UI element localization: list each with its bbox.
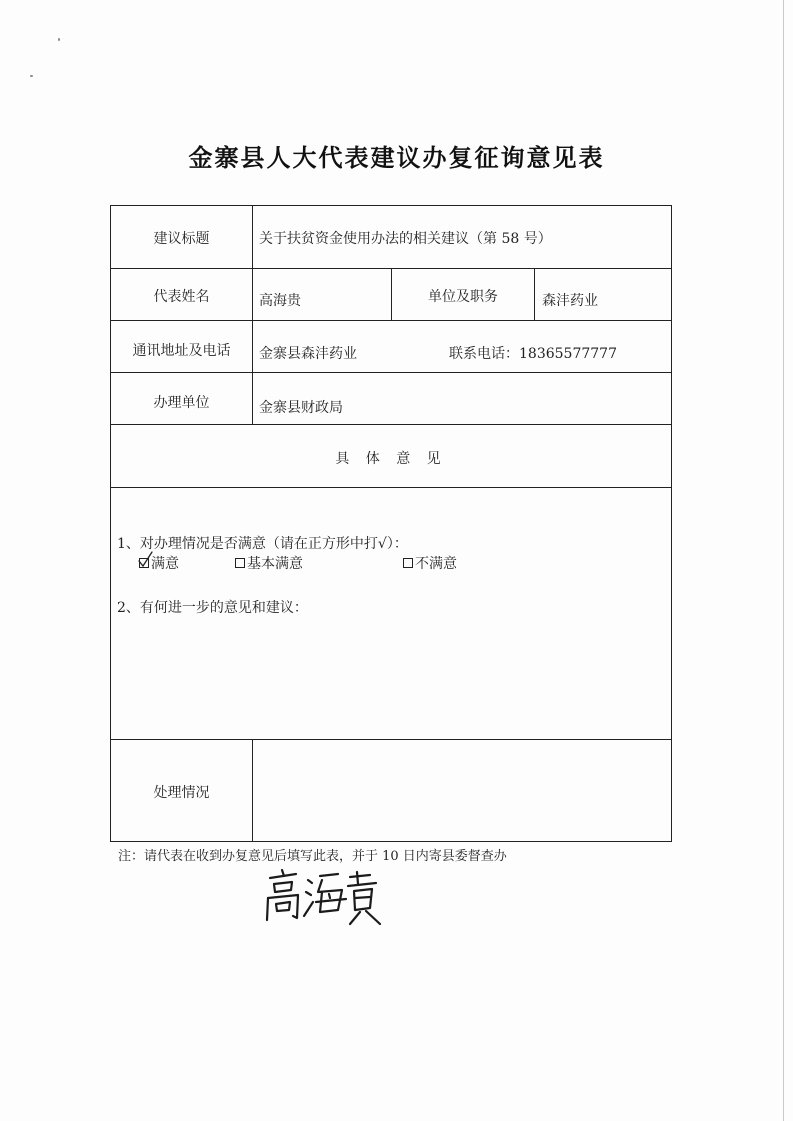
col-divider: [534, 268, 535, 320]
handling-unit-value: 金寨县财政局: [259, 400, 343, 416]
col-divider: [252, 206, 253, 424]
footer-note: 注：请代表在收到办复意见后填写此表，并于 10 日内寄县委督查办: [118, 849, 507, 864]
handling-unit-label: 办理单位: [153, 395, 210, 411]
scan-speck: [30, 75, 33, 77]
phone-value: 联系电话：18365577777: [449, 346, 617, 362]
checkbox-unsatisfied[interactable]: [403, 558, 413, 568]
row-divider: [111, 372, 671, 373]
option-unsatisfied-label: 不满意: [415, 556, 457, 572]
checkmark-icon: [138, 551, 154, 569]
row-divider: [111, 424, 671, 425]
question-further-suggestions: 2、有何进一步的意见和建议：: [117, 600, 308, 616]
processing-status-label: 处理情况: [153, 785, 210, 801]
representative-name-label: 代表姓名: [153, 289, 210, 305]
option-unsatisfied[interactable]: [403, 553, 457, 573]
suggestion-title-label: 建议标题: [153, 231, 210, 247]
representative-name-value: 高海贵: [259, 293, 301, 309]
row-divider: [111, 320, 671, 321]
unit-position-label: 单位及职务: [428, 289, 498, 305]
checkbox-basically-satisfied[interactable]: [235, 558, 245, 568]
row-divider: [111, 739, 671, 740]
option-satisfied-label: 满意: [151, 556, 179, 572]
form-table: [110, 205, 672, 842]
address-phone-label: 通讯地址及电话: [132, 343, 231, 359]
option-satisfied[interactable]: [139, 553, 179, 573]
checkbox-satisfied[interactable]: [139, 558, 149, 568]
document-title: 金寨县人大代表建议办复征询意见表: [188, 144, 605, 172]
unit-position-value: 森沣药业: [542, 293, 598, 309]
suggestion-title-value: 关于扶贫资金使用办法的相关建议（第 58 号）: [259, 231, 552, 247]
option-basically-satisfied-label: 基本满意: [247, 556, 303, 572]
option-basically-satisfied[interactable]: [235, 553, 303, 573]
handwritten-signature: [262, 868, 387, 930]
address-value: 金寨县森沣药业: [259, 346, 357, 362]
specific-opinion-heading: 具 体 意 见: [335, 451, 447, 467]
row-divider: [111, 487, 671, 488]
col-divider: [252, 739, 253, 841]
question-satisfaction: 1、对办理情况是否满意（请在正方形中打√）：: [117, 536, 408, 552]
scan-speck: [58, 38, 60, 41]
